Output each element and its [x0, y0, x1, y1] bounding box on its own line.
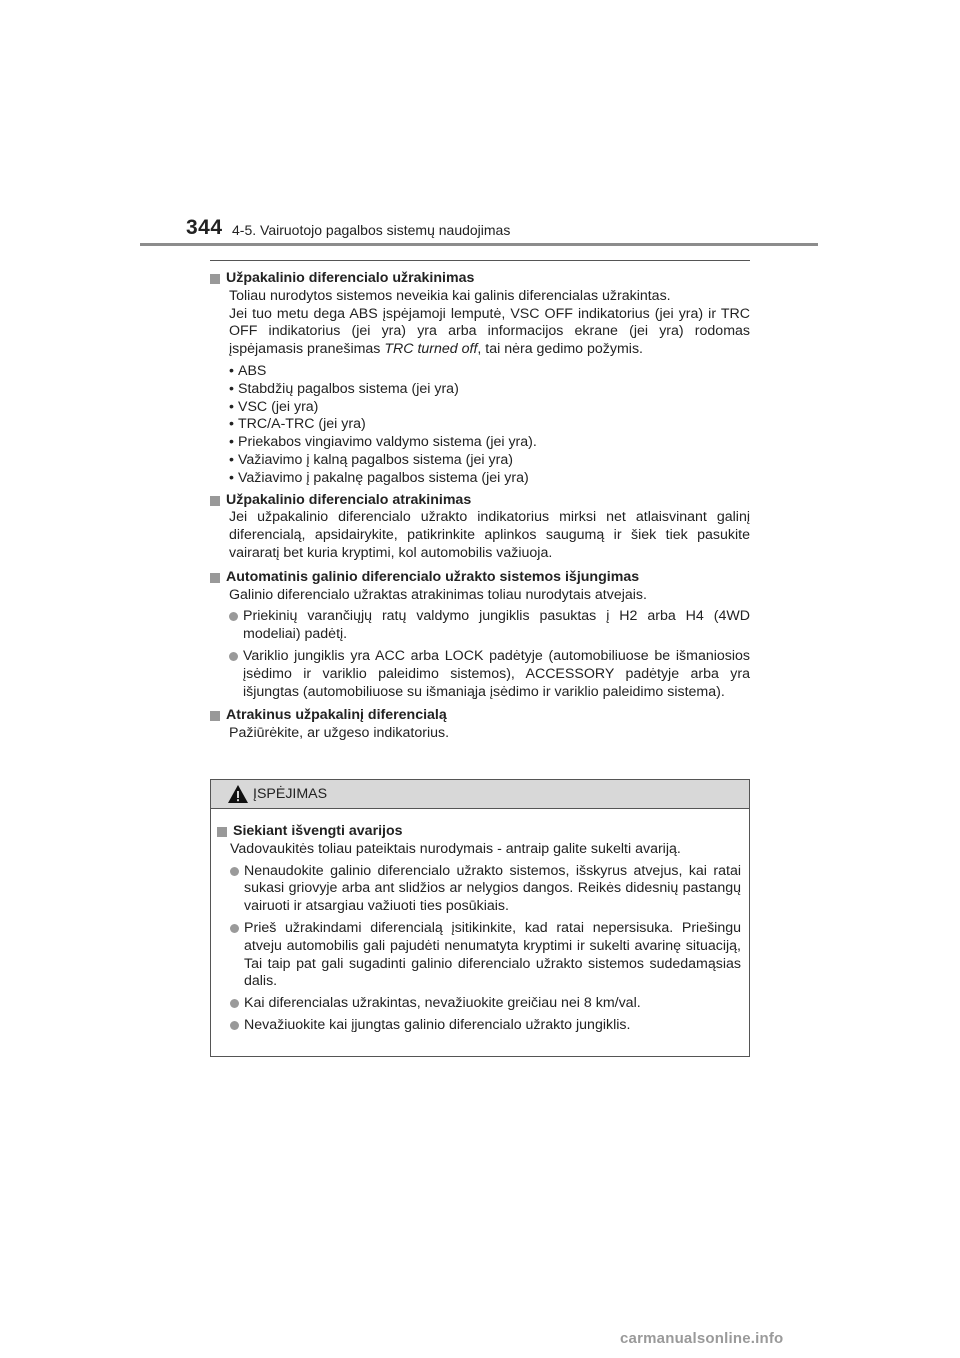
paragraph: Galinio diferencialo užraktas atrakinimas toliau nurodytais atvejais.	[229, 586, 647, 603]
list-item: • TRC/A-TRC (jei yra)	[229, 416, 366, 433]
circle-bullet-icon	[230, 867, 239, 876]
main-content	[210, 266, 750, 743]
list-item: • Priekabos vingiavimo valdymo sistema (jei yra).	[229, 434, 537, 451]
circle-bullet-icon	[230, 1021, 239, 1030]
warning-label: ĮSPĖJIMAS	[253, 786, 328, 802]
warning-header	[211, 780, 749, 809]
warning-body	[211, 809, 749, 1035]
list-item: Prieš užrakindami diferencialą įsitikinkite, kad ratai nepersisuka. Priešingu atveju automobilis gali pajudėti nenumatyta kryptimi ir sukelti avarinę situaciją, Tai taip pat gali sugadinti galinio diferencialo užrakto sistemos sudedamąsias dalis.	[230, 920, 741, 991]
list-item: • ABS	[229, 362, 267, 379]
paragraph: Pažiūrėkite, ar užgeso indikatorius.	[229, 725, 450, 742]
circle-bullet-icon	[229, 612, 238, 621]
square-bullet-icon	[210, 274, 220, 284]
circle-bullet-icon	[230, 924, 239, 933]
paragraph: Jei užpakalinio diferencialo užrakto indikatorius mirksi net atlaisvinant galinį diferencialą, apsidairykite, patikrinkite aplinkos saugumą ir šiek tiek pasukite vairaratį bet kuria kryptimi, kol automobilis važiuoja.	[229, 509, 750, 561]
square-bullet-icon	[210, 711, 220, 721]
square-bullet-icon	[210, 496, 220, 506]
warning-triangle-icon	[227, 784, 249, 804]
page-number: 344	[186, 216, 223, 239]
paragraph: Jei tuo metu dega ABS įspėjamoji lemputė, VSC OFF indikatorius (jei yra) ir TRC OFF indikatorius (jei yra) yra arba informacijos ekrane (jei yra) rodomas įspėjamasis pranešimas TRC turned off, tai nėra gedimo požymis.	[229, 305, 750, 358]
section-heading: Automatinis galinio diferencialo užrakto sistemos išjungimas	[210, 569, 750, 587]
section-heading: Atrakinus užpakalinį diferencialą	[210, 707, 750, 725]
content-divider	[210, 260, 750, 261]
list-item: Nevažiuokite kai įjungtas galinio diferencialo užrakto jungiklis.	[230, 1017, 741, 1035]
message-text: TRC turned off	[384, 341, 478, 358]
square-bullet-icon	[210, 573, 220, 583]
list-item: • Stabdžių pagalbos sistema (jei yra)	[229, 380, 459, 397]
section-heading: Užpakalinio diferencialo užrakinimas	[210, 270, 750, 288]
watermark: carmanualsonline.info	[620, 1330, 784, 1347]
circle-bullet-icon	[229, 652, 238, 661]
warning-box	[210, 779, 750, 1057]
list-item: Nenaudokite galinio diferencialo užrakto sistemos, išskyrus atvejus, kai ratai sukasi griovyje arba ant slidžios ar nelygios dangos. Reikės didesnių pastangų vairuoti ir atsargiau važiuoti ties posūkiais.	[230, 863, 741, 916]
list-item: Kai diferencialas užrakintas, nevažiuokite greičiau nei 8 km/val.	[230, 995, 741, 1013]
circle-bullet-icon	[230, 999, 239, 1008]
chapter-title: 4-5. Vairuotojo pagalbos sistemų naudojimas	[232, 222, 511, 238]
square-bullet-icon	[217, 827, 227, 837]
section-heading: Užpakalinio diferencialo atrakinimas	[210, 492, 750, 510]
list-item: • Važiavimo į pakalnę pagalbos sistema (jei yra)	[229, 469, 529, 486]
warning-heading: Siekiant išvengti avarijos	[217, 823, 741, 841]
bullet-list	[229, 363, 750, 488]
paragraph: Toliau nurodytos sistemos neveikia kai galinis diferencialas užrakintas.	[229, 287, 671, 304]
list-item: • VSC (jei yra)	[229, 398, 319, 415]
list-item: • Važiavimo į kalną pagalbos sistema (jei yra)	[229, 451, 513, 468]
header-divider	[140, 243, 818, 246]
list-item: Priekinių varančiųjų ratų valdymo jungiklis pasuktas į H2 arba H4 (4WD modeliai) padėtį.	[229, 608, 750, 644]
list-item: Variklio jungiklis yra ACC arba LOCK padėtyje (automobiliuose be išmaniosios įsėdimo ir variklio paleidimo sistemos), ACCESSORY padėtyje arba yra išjungtas (automobiliuose su išmaniąja įsėdimo ir variklio paleidimo sistema).	[229, 648, 750, 701]
warning-intro: Vadovaukitės toliau pateiktais nurodymais - antraip galite sukelti avariją.	[230, 840, 681, 857]
